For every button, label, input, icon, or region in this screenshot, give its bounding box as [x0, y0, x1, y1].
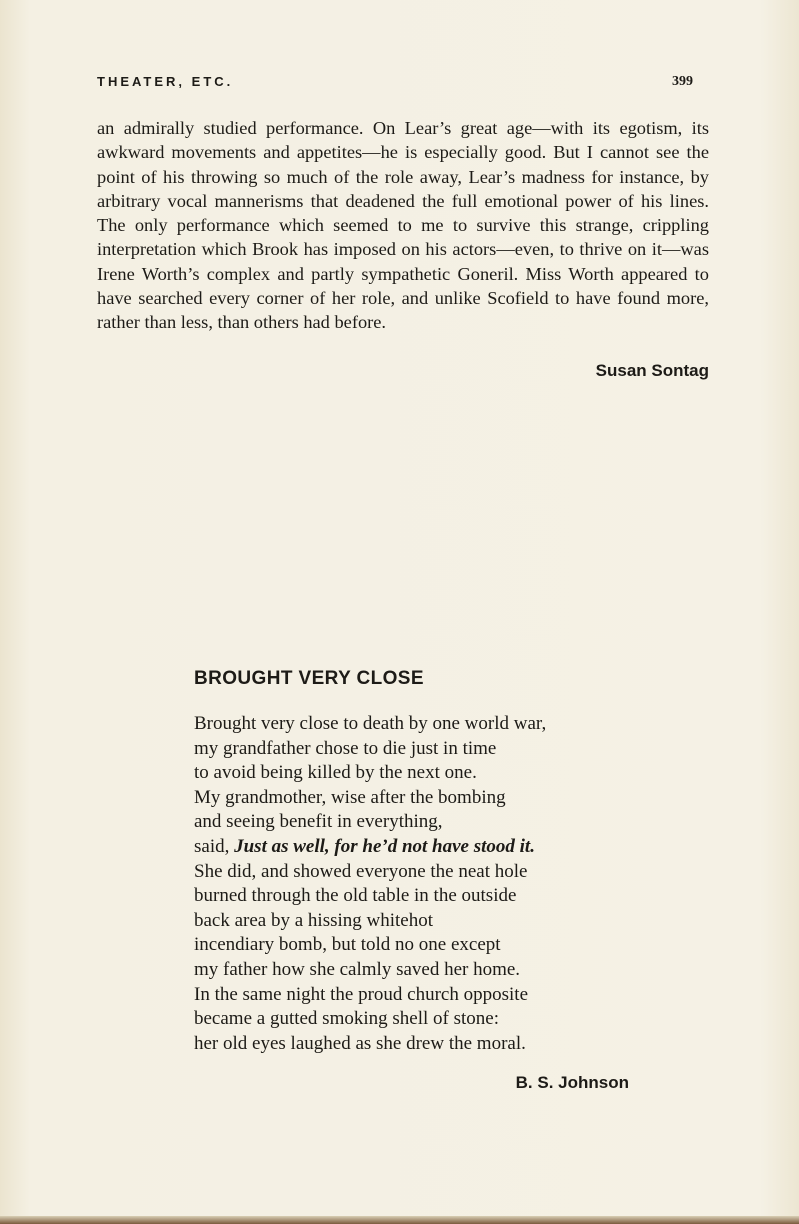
poem-line: My grandmother, wise after the bombing	[194, 786, 506, 808]
poem-title: BROUGHT VERY CLOSE	[194, 668, 424, 689]
page-number: 399	[672, 74, 693, 89]
poem-line: and seeing benefit in everything,	[194, 811, 443, 833]
poem-line: burned through the old table in the outside	[194, 885, 517, 907]
poem-line: incendiary bomb, but told no one except	[194, 934, 501, 956]
poem-body	[194, 712, 546, 1056]
page-edge	[0, 1216, 799, 1224]
running-head: THEATER, ETC.	[97, 74, 234, 89]
poem-author: B. S. Johnson	[515, 1073, 629, 1092]
poem-line-italic	[194, 835, 546, 860]
poem-line: Brought very close to death by one world war,	[194, 713, 547, 734]
review-author: Susan Sontag	[595, 361, 709, 380]
poem-line: her old eyes laughed as she drew the moral.	[194, 1032, 526, 1054]
poem-line: back area by a hissing whitehot	[194, 909, 434, 931]
poem-line: In the same night the proud church opposite	[194, 983, 529, 1005]
poem-line: my grandfather chose to die just in time	[194, 737, 497, 759]
poem-quote: Just as well, for he’d not have stood it.	[234, 835, 535, 857]
poem-line: She did, and showed everyone the neat hole	[194, 860, 528, 882]
poem-line: to avoid being killed by the next one.	[194, 762, 477, 784]
poem-line: became a gutted smoking shell of stone:	[194, 1008, 499, 1030]
review-paragraph: an admirally studied performance. On Lear’s great age—with its egotism, its awkward movements and appetites—he is especially good. But I cannot see the point of his throwing so much of the role away, Lear’s madness for instance, by arbitrary vocal mannerisms that deadened the full emotional power of his lines. The only performance which seemed to me to survive this strange, crippling interpretation which Brook has imposed on his actors—even, to thrive on it—was Irene Worth’s complex and partly sympathetic Goneril. Miss Worth appeared to have searched every corner of her role, and unlike Scofield to have found more, rather than less, than others had before.	[97, 118, 709, 333]
poem-line: my father how she calmly saved her home.	[194, 958, 521, 980]
poem-line-prefix: said,	[194, 835, 235, 857]
